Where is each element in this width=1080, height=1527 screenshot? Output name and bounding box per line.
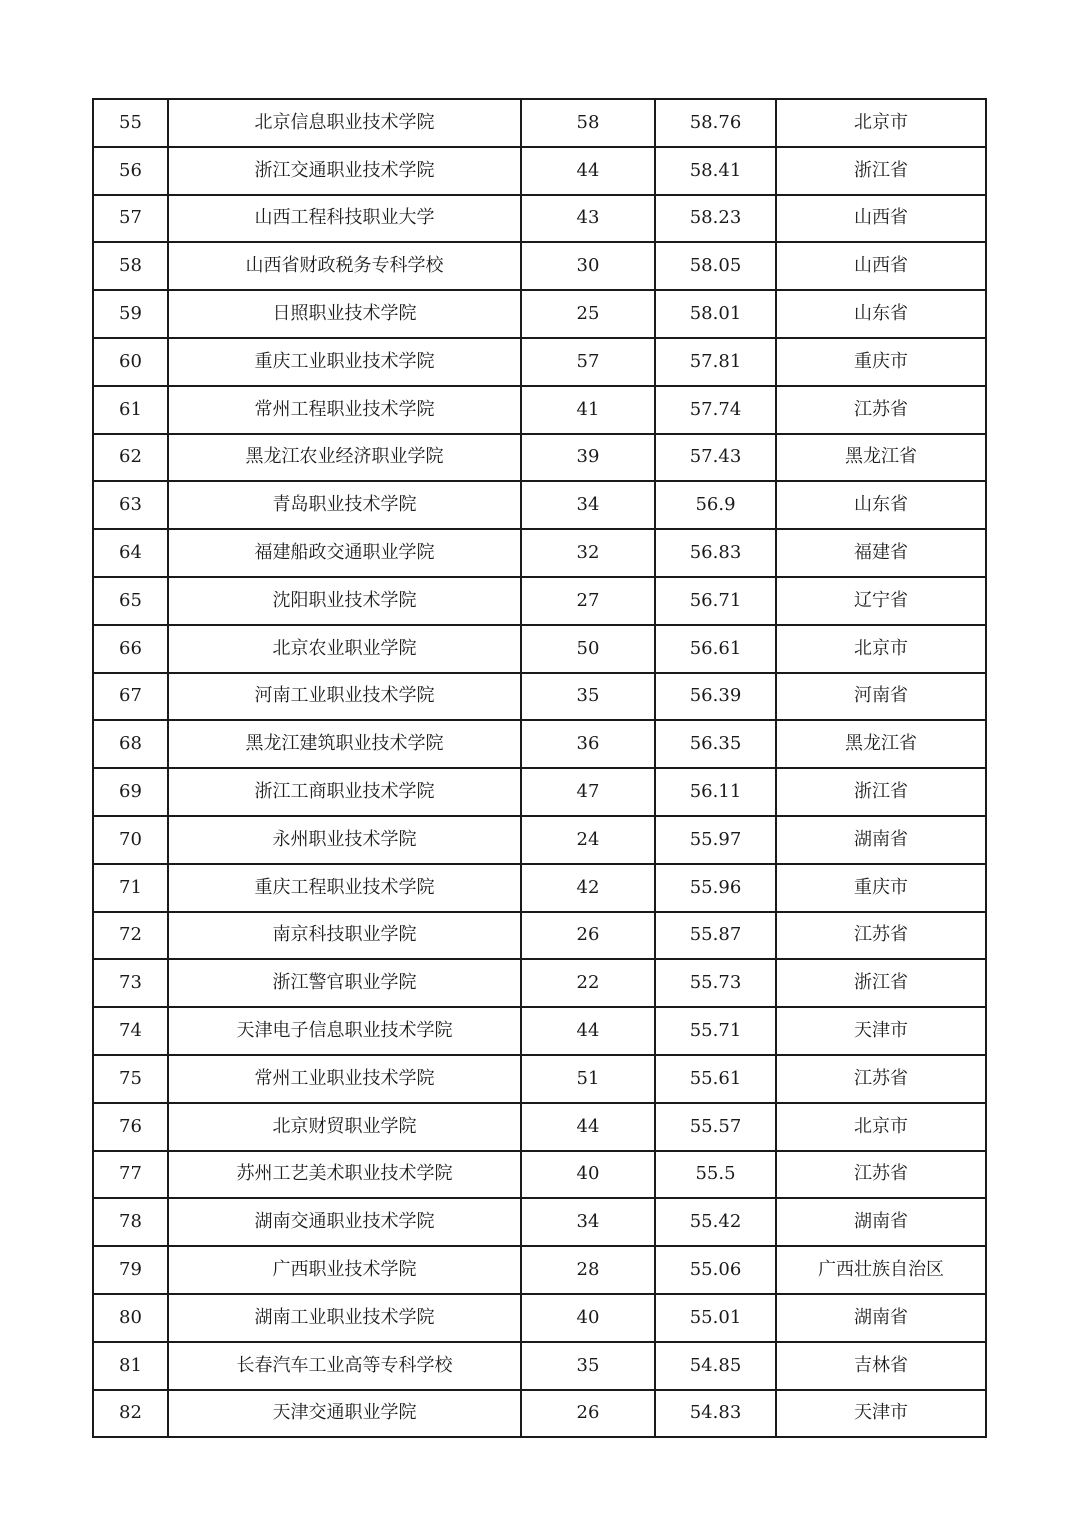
score-cell: 58.41 (655, 147, 776, 195)
rank-cell: 64 (93, 529, 168, 577)
score-cell: 56.9 (655, 481, 776, 529)
institution-name-cell: 永州职业技术学院 (168, 816, 521, 864)
institution-name-cell: 河南工业职业技术学院 (168, 673, 521, 721)
institution-name-cell: 浙江警官职业学院 (168, 959, 521, 1007)
institution-name-cell: 湖南交通职业技术学院 (168, 1198, 521, 1246)
table-body (93, 99, 986, 1437)
score-cell: 54.85 (655, 1342, 776, 1390)
score-cell: 55.71 (655, 1007, 776, 1055)
table-row (93, 1390, 986, 1438)
score-cell: 58.76 (655, 99, 776, 147)
table-row (93, 242, 986, 290)
score-cell: 55.5 (655, 1151, 776, 1199)
rank-cell: 66 (93, 625, 168, 673)
region-cell: 山西省 (776, 242, 986, 290)
rank-cell: 72 (93, 912, 168, 960)
region-cell: 江苏省 (776, 1055, 986, 1103)
table-row (93, 912, 986, 960)
institution-name-cell: 天津电子信息职业技术学院 (168, 1007, 521, 1055)
region-cell: 湖南省 (776, 816, 986, 864)
count-cell: 47 (521, 768, 655, 816)
score-cell: 56.71 (655, 577, 776, 625)
rank-cell: 65 (93, 577, 168, 625)
count-cell: 26 (521, 912, 655, 960)
table-row (93, 1103, 986, 1151)
institution-name-cell: 浙江工商职业技术学院 (168, 768, 521, 816)
region-cell: 山东省 (776, 481, 986, 529)
region-cell: 吉林省 (776, 1342, 986, 1390)
region-cell: 天津市 (776, 1390, 986, 1438)
institution-name-cell: 天津交通职业学院 (168, 1390, 521, 1438)
score-cell: 57.81 (655, 338, 776, 386)
count-cell: 42 (521, 864, 655, 912)
table-row (93, 1342, 986, 1390)
institution-name-cell: 长春汽车工业高等专科学校 (168, 1342, 521, 1390)
rank-cell: 67 (93, 673, 168, 721)
table-row (93, 386, 986, 434)
institution-name-cell: 重庆工程职业技术学院 (168, 864, 521, 912)
table-row (93, 99, 986, 147)
institution-name-cell: 南京科技职业学院 (168, 912, 521, 960)
region-cell: 山东省 (776, 290, 986, 338)
table-row (93, 1055, 986, 1103)
institution-name-cell: 浙江交通职业技术学院 (168, 147, 521, 195)
region-cell: 江苏省 (776, 1151, 986, 1199)
count-cell: 35 (521, 673, 655, 721)
rank-cell: 63 (93, 481, 168, 529)
rank-cell: 62 (93, 434, 168, 482)
score-cell: 56.83 (655, 529, 776, 577)
score-cell: 56.35 (655, 720, 776, 768)
table-row (93, 1007, 986, 1055)
count-cell: 58 (521, 99, 655, 147)
table-row (93, 195, 986, 243)
score-cell: 55.06 (655, 1246, 776, 1294)
score-cell: 55.42 (655, 1198, 776, 1246)
institution-name-cell: 北京信息职业技术学院 (168, 99, 521, 147)
rank-cell: 78 (93, 1198, 168, 1246)
count-cell: 50 (521, 625, 655, 673)
rank-cell: 68 (93, 720, 168, 768)
count-cell: 30 (521, 242, 655, 290)
institution-name-cell: 山西工程科技职业大学 (168, 195, 521, 243)
rank-cell: 55 (93, 99, 168, 147)
rank-cell: 79 (93, 1246, 168, 1294)
count-cell: 27 (521, 577, 655, 625)
institution-name-cell: 北京农业职业学院 (168, 625, 521, 673)
region-cell: 重庆市 (776, 338, 986, 386)
rank-cell: 70 (93, 816, 168, 864)
count-cell: 32 (521, 529, 655, 577)
institution-name-cell: 北京财贸职业学院 (168, 1103, 521, 1151)
institution-name-cell: 广西职业技术学院 (168, 1246, 521, 1294)
institution-name-cell: 黑龙江建筑职业技术学院 (168, 720, 521, 768)
table-row (93, 529, 986, 577)
score-cell: 55.57 (655, 1103, 776, 1151)
table-row (93, 673, 986, 721)
rank-cell: 60 (93, 338, 168, 386)
count-cell: 22 (521, 959, 655, 1007)
score-cell: 55.61 (655, 1055, 776, 1103)
score-cell: 58.23 (655, 195, 776, 243)
score-cell: 55.87 (655, 912, 776, 960)
score-cell: 57.43 (655, 434, 776, 482)
count-cell: 41 (521, 386, 655, 434)
rank-cell: 58 (93, 242, 168, 290)
rank-cell: 82 (93, 1390, 168, 1438)
score-cell: 56.11 (655, 768, 776, 816)
rank-cell: 76 (93, 1103, 168, 1151)
region-cell: 浙江省 (776, 768, 986, 816)
score-cell: 55.96 (655, 864, 776, 912)
table-row (93, 768, 986, 816)
table-row (93, 816, 986, 864)
count-cell: 40 (521, 1294, 655, 1342)
region-cell: 江苏省 (776, 386, 986, 434)
table-row (93, 577, 986, 625)
rank-cell: 69 (93, 768, 168, 816)
region-cell: 北京市 (776, 625, 986, 673)
rank-cell: 77 (93, 1151, 168, 1199)
count-cell: 40 (521, 1151, 655, 1199)
score-cell: 55.01 (655, 1294, 776, 1342)
score-cell: 56.61 (655, 625, 776, 673)
institution-name-cell: 苏州工艺美术职业技术学院 (168, 1151, 521, 1199)
count-cell: 25 (521, 290, 655, 338)
rank-cell: 80 (93, 1294, 168, 1342)
region-cell: 北京市 (776, 1103, 986, 1151)
table-row (93, 290, 986, 338)
institution-name-cell: 湖南工业职业技术学院 (168, 1294, 521, 1342)
table-row (93, 720, 986, 768)
table-row (93, 481, 986, 529)
score-cell: 55.97 (655, 816, 776, 864)
table-row (93, 434, 986, 482)
count-cell: 34 (521, 1198, 655, 1246)
score-cell: 58.01 (655, 290, 776, 338)
region-cell: 北京市 (776, 99, 986, 147)
score-cell: 56.39 (655, 673, 776, 721)
table-row (93, 864, 986, 912)
rank-cell: 57 (93, 195, 168, 243)
table-row (93, 1151, 986, 1199)
rank-cell: 75 (93, 1055, 168, 1103)
ranking-table (92, 98, 987, 1438)
region-cell: 重庆市 (776, 864, 986, 912)
count-cell: 26 (521, 1390, 655, 1438)
institution-name-cell: 青岛职业技术学院 (168, 481, 521, 529)
institution-name-cell: 常州工程职业技术学院 (168, 386, 521, 434)
region-cell: 广西壮族自治区 (776, 1246, 986, 1294)
rank-cell: 71 (93, 864, 168, 912)
rank-cell: 61 (93, 386, 168, 434)
region-cell: 天津市 (776, 1007, 986, 1055)
count-cell: 28 (521, 1246, 655, 1294)
rank-cell: 59 (93, 290, 168, 338)
count-cell: 44 (521, 1007, 655, 1055)
institution-name-cell: 福建船政交通职业学院 (168, 529, 521, 577)
score-cell: 55.73 (655, 959, 776, 1007)
institution-name-cell: 常州工业职业技术学院 (168, 1055, 521, 1103)
count-cell: 44 (521, 147, 655, 195)
region-cell: 湖南省 (776, 1198, 986, 1246)
institution-name-cell: 沈阳职业技术学院 (168, 577, 521, 625)
count-cell: 35 (521, 1342, 655, 1390)
region-cell: 山西省 (776, 195, 986, 243)
institution-name-cell: 重庆工业职业技术学院 (168, 338, 521, 386)
institution-name-cell: 日照职业技术学院 (168, 290, 521, 338)
score-cell: 54.83 (655, 1390, 776, 1438)
rank-cell: 74 (93, 1007, 168, 1055)
institution-name-cell: 黑龙江农业经济职业学院 (168, 434, 521, 482)
region-cell: 黑龙江省 (776, 434, 986, 482)
region-cell: 河南省 (776, 673, 986, 721)
region-cell: 浙江省 (776, 959, 986, 1007)
table-row (93, 338, 986, 386)
table-row (93, 625, 986, 673)
rank-cell: 56 (93, 147, 168, 195)
institution-name-cell: 山西省财政税务专科学校 (168, 242, 521, 290)
region-cell: 湖南省 (776, 1294, 986, 1342)
table-row (93, 1294, 986, 1342)
rank-cell: 81 (93, 1342, 168, 1390)
region-cell: 辽宁省 (776, 577, 986, 625)
rank-cell: 73 (93, 959, 168, 1007)
table-row (93, 959, 986, 1007)
region-cell: 福建省 (776, 529, 986, 577)
count-cell: 44 (521, 1103, 655, 1151)
count-cell: 39 (521, 434, 655, 482)
region-cell: 江苏省 (776, 912, 986, 960)
count-cell: 24 (521, 816, 655, 864)
count-cell: 34 (521, 481, 655, 529)
table-row (93, 1198, 986, 1246)
score-cell: 58.05 (655, 242, 776, 290)
region-cell: 黑龙江省 (776, 720, 986, 768)
table-row (93, 147, 986, 195)
count-cell: 43 (521, 195, 655, 243)
table-row (93, 1246, 986, 1294)
count-cell: 57 (521, 338, 655, 386)
count-cell: 51 (521, 1055, 655, 1103)
score-cell: 57.74 (655, 386, 776, 434)
region-cell: 浙江省 (776, 147, 986, 195)
count-cell: 36 (521, 720, 655, 768)
